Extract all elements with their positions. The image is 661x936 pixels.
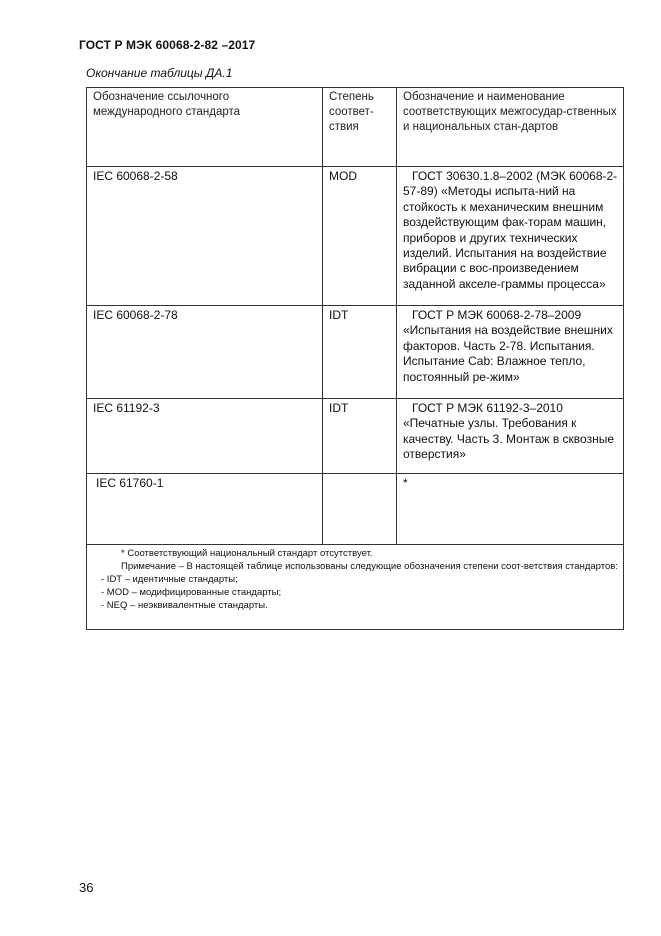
document-header: ГОСТ Р МЭК 60068-2-82 –2017 <box>79 38 256 52</box>
page-number: 36 <box>79 880 94 895</box>
equivalent-text: ГОСТ 30630.1.8–2002 (МЭК 60068-2-57-89) «Методы испыта-ний на стойкость к механическим внешним воздействующим фак-торам машин, приборов и других технических изделий. Испытания на воздействие вибрации с вос-произведением заданной акселе-граммы процесса» <box>403 169 618 291</box>
equivalent-cell <box>397 167 624 306</box>
standard-cell: IEC 60068-2-58 <box>87 167 323 306</box>
footnote-item: - IDT – идентичные стандарты; <box>101 574 238 585</box>
table-row <box>87 399 624 474</box>
table-footnote <box>87 545 624 630</box>
column-header-equivalent: Обозначение и наименование соответствующих межгосудар-ственных и национальных стан-дартов <box>397 88 624 167</box>
standard-cell: IEC 61760-1 <box>87 474 323 545</box>
table-row <box>87 167 624 306</box>
standards-table <box>86 87 624 630</box>
standard-cell: IEC 60068-2-78 <box>87 306 323 399</box>
footnote-item: - NEQ – неэквивалентные стандарты. <box>101 600 268 611</box>
degree-cell: MOD <box>323 167 397 306</box>
column-header-standard: Обозначение ссылочного международного стандарта <box>87 88 323 167</box>
equivalent-cell <box>397 306 624 399</box>
footnote-asterisk: * Соответствующий национальный стандарт отсутствует. <box>121 548 373 559</box>
table-row <box>87 306 624 399</box>
degree-cell: IDT <box>323 399 397 474</box>
equivalent-cell: * <box>397 474 624 545</box>
standard-cell: IEC 61192-3 <box>87 399 323 474</box>
table-caption: Окончание таблицы ДА.1 <box>86 66 233 80</box>
table-row <box>87 474 624 545</box>
degree-cell <box>323 474 397 545</box>
table-header-row <box>87 88 624 167</box>
equivalent-text: ГОСТ Р МЭК 61192-3–2010 «Печатные узлы. Требования к качеству. Часть 3. Монтаж в сквозные отверстия» <box>403 401 615 462</box>
degree-cell: IDT <box>323 306 397 399</box>
equivalent-text: ГОСТ Р МЭК 60068-2-78–2009 «Испытания на воздействие внешних факторов. Часть 2-78. Испытания. Испытание Cab: Влажное тепло, постоянный ре-жим» <box>403 308 613 384</box>
equivalent-cell <box>397 399 624 474</box>
footnote-item: - MOD – модифицированные стандарты; <box>101 587 282 598</box>
table-footnote-row <box>87 545 624 630</box>
column-header-degree: Степень соответ-ствия <box>323 88 397 167</box>
footnote-note: Примечание – В настоящей таблице использованы следующие обозначения степени соот-ветствия стандартов: <box>121 561 618 572</box>
